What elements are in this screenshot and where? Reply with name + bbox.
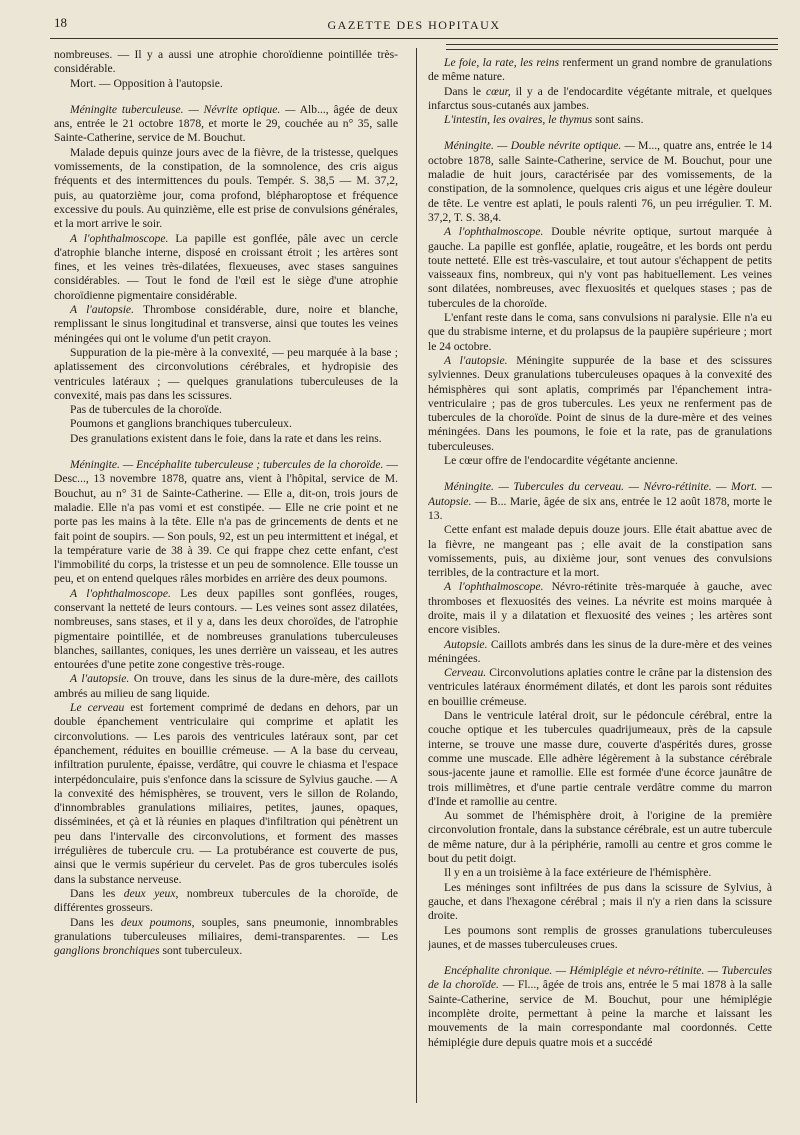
case-header: — Desc..., 13 novembre 1878, quatre ans, vient à l'hôpital, service de M. Bouchut, au n° 31 de Sainte-Catherine. — Elle a, dit-on, trois jours de maladie. Elle n'a pas vomi et est constipée. — Elle ne crie point et ne porte pas les mains à la tête. Elle n'a pas de grincements de dents et ne fait point de soupirs. — Son pouls, 92, est un peu intermittent et inégal, et la température varie de 38 à 39. Ce qui frappe chez cette enfant, c'est l'immobilité du corps, la tristesse et un peu de somnolence. Elle tousse un peu, et on entend quelques râles morbides en arrière des deux poumons. (54, 458, 398, 586)
column-divider (416, 48, 417, 1103)
paragraph (428, 225, 772, 311)
paragraph-text: Double névrite optique, surtout marquée à gauche. La papille est gonflée, aplatie, rougeâtre, et les bords ont perdu toute netteté. Elle est très-vasculaire, et tout autour s'échappent de petits vaisseaux fins, nombreux, qui n'y vont pas habituellement. Les veines sont dilatées, nombreuses, avec flexuosités et quelques stases ; pas de tubercules de la choroïde. (428, 225, 772, 310)
section-label: A l'ophthalmoscope. (70, 586, 171, 600)
paragraph-text: Les deux papilles sont gonflées, rouges, conservant la netteté de leurs contours. — Les veines sont assez dilatées, nombreuses, sans stases, et il y a, dans les deux choroïdes, de l'atrophie pigmentaire pointillée, et de nombreuses granulations tuberculeuses blanches, saillantes, coniques, les unes derrière un vaisseau, et les autres entourées d'une petite zone congestive très-rouge. (54, 586, 398, 672)
paragraph (428, 666, 772, 709)
paragraph-text: Thrombose considérable, dure, noire et blanche, remplissant le sinus longitudinal et transverse, ainsi que toutes les veines méningées qui ont le volume d'un petit crayon. (54, 303, 398, 345)
paragraph-text: renferment un grand nombre de granulations de même nature. (428, 56, 772, 84)
column-header-rule (446, 44, 778, 50)
paragraph: Poumons et ganglions branchiques tuberculeux. (70, 417, 292, 431)
case-title (428, 480, 772, 523)
section-label: ganglions bronchiques (54, 944, 160, 958)
section-label: A l'autopsie. (444, 353, 508, 367)
paragraph-text: est fortement comprimé de dedans en dehors, par un double épanchement ventriculaire qui comprime et aplatit les circonvolutions. — Les parois des ventricules latéraux sont, par cet épanchement, réduites en bouillie crémeuse. — A la base du cerveau, infiltration purulente, épaisse, verdâtre, qui couvre le chiasma et l'espace interpédonculaire, puis s'enfonce dans la scissure de Sylvius gauche. — A la convexité des hémisphères, se trouvent, vers le sillon de Rolando, d'innombrables granulations miliaires, petites, jaunes, opaques, disséminées, et çà et là réunies en plaques d'infiltration qui pénètrent un peu dans l'intervalle des circonvolutions, et forment des masses irrégulières de tubercule cru. — La protubérance est couverte de pus, ainsi que le vermis supérieur du cervelet. Pas de gros tubercules isolés dans la substance nerveuse. (54, 701, 398, 886)
case-title (428, 139, 772, 225)
paragraph-text: Dans les (70, 886, 116, 900)
paragraph: Malade depuis quinze jours avec de la fièvre, de la tristesse, quelques vomissements, de la constipation, de la somnolence, des cris aigus fréquents et des intermittences du pouls. Tempér. S. 38,5 — M. 37,2, puis, au quatorzième jour, coma profond, blépharoptose et fréquence excessive du pouls. Au quinzième, elle est prise de convulsions générales, et la mort arrive le soir. (54, 145, 398, 231)
paragraph: Pas de tubercules de la choroïde. (70, 403, 222, 417)
paragraph: Suppuration de la pie-mère à la convexité, — peu marquée à la base ; aplatissement des circonvolutions cérébrales, et hydropisie des ventricules latéraux ; — quelques granulations tuberculeuses de la convexité, mais pas dans les scissures. (54, 345, 398, 402)
paragraph (54, 232, 398, 303)
paragraph (54, 701, 398, 887)
paragraph: Mort. — Opposition à l'autopsie. (70, 76, 223, 90)
left-column (54, 48, 398, 1108)
case-header: Alb..., âgée de deux ans, entrée le 21 octobre 1878, et morte le 29, couchée au n° 35, salle Sainte-Catherine, service de M. Bouchut. (54, 102, 398, 145)
section-label: Autopsie. (444, 637, 488, 651)
paragraph: Il y en a un troisième à la face extérieure de l'hémisphère. (444, 866, 712, 880)
case-header: — Fl..., âgée de trois ans, entrée le 5 mai 1878 à la salle Sainte-Catherine, service de M. Bouchut, pour une hémiplégie incomplète droite, permettant à peine la marche et laissant les mouvements de la main correspondante mal coordonnés. Cette hémiplégie dure depuis quatre mois et a succédé (428, 978, 772, 1049)
case-title (54, 103, 398, 146)
section-label: Le foie, la rate, les reins (444, 56, 560, 69)
section-label: Cerveau. (444, 666, 487, 680)
paragraph (54, 916, 398, 959)
paragraph (54, 887, 398, 916)
paragraph-text: Dans le (444, 84, 482, 98)
case-title-text: Méningite. — Encéphalite tuberculeuse ; tubercules de la choroïde. (70, 458, 384, 472)
paragraph-text: nombreux tubercules de la choroïde, de différentes grosseurs. (54, 886, 398, 915)
page-number: 18 (54, 15, 67, 30)
paragraph-text: il y a de l'endocardite végétante mitrale, et quelques infarctus sous-cutanés aux jambes. (428, 84, 772, 112)
paragraph (428, 638, 772, 667)
section-label: deux poumons, (120, 915, 195, 929)
case-title-text: Méningite. — Double névrite optique. — (444, 139, 635, 153)
case-title (54, 458, 398, 587)
paragraph (428, 113, 772, 127)
paragraph-text: On trouve, dans les sinus de la dure-mère, des caillots ambrés au milieu de sang liquide. (54, 672, 398, 700)
paragraph: Cette enfant est malade depuis douze jours. Elle était abattue avec de la fièvre, ne mangeant pas ; elle avait de la constipation sans vomissements, puis, au dixième jour, sont venues des convulsions terribles, de la contracture et la mort. (428, 523, 772, 580)
section-label: A l'ophthalmoscope. (444, 580, 544, 594)
paragraph: Dans le ventricule latéral droit, sur le pédoncule cérébral, entre la couche optique et les tubercules quadrijumeaux, près de la capsule interne, se trouve une masse dure, couverte d'aspérités dures, grosse comme une muscade. Elle adhère légèrement à la substance cérébrale sous-jacente jaune et ramollie. Elle est formée d'une écorce jaunâtre de trois millimètres, et d'une partie centrale verdâtre comme du marron d'Inde et ramollie au centre. (428, 709, 772, 808)
section-label: A l'autopsie. (70, 672, 130, 686)
case-title-text: Méningite. — Tubercules du cerveau. — Névro-rétinite. — Mort. — Autopsie. (428, 480, 772, 508)
paragraph-text: Névro-rétinite très-marquée à gauche, avec thromboses et flexuosités des veines. La névrite est moins marquée à droite, mais il y a dilatation et flexuosité des veines ; les artères sont encore visibles. (428, 580, 772, 637)
section-label: A l'ophthalmoscope. (444, 225, 544, 239)
section-label: Le cerveau (70, 701, 125, 715)
paragraph-text: Caillots ambrés dans les sinus de la dure-mère et des veines méningées. (428, 637, 772, 665)
paragraph (428, 354, 772, 454)
paragraph (54, 587, 398, 673)
paragraph: Des granulations existent dans le foie, dans la rate et dans les reins. (70, 431, 382, 445)
right-column (428, 56, 772, 1116)
section-label: cœur, (485, 84, 511, 98)
section-label: A l'autopsie. (70, 303, 134, 317)
paragraph: Au sommet de l'hémisphère droit, à l'origine de la première circonvolution frontale, dans la substance cérébrale, est un autre tubercule de même nature, dur à la périphérie, ramolli au centre et gros comme le bout du petit doigt. (428, 809, 772, 866)
case-title-text: Méningite tuberculeuse. — Névrite optique. — (70, 102, 296, 116)
paragraph (428, 580, 772, 637)
case-title-text: Encéphalite chronique. — Hémiplégie et névro-rétinite. — Tubercules de la choroïde. (428, 964, 772, 992)
paragraph-text: Méningite suppurée de la base et des scissures sylviennes. Deux granulations tuberculeuses opaques à la convexité des hémisphères qui sont aplatis, comprimés par l'épanchement intra-ventriculaire ; pas de gros tubercules. Les yeux ne renferment pas de tubercules de la choroïde. Point de sinus de la dure-mère et des veines méningées. Dans les poumons, le foie et la rate, pas de granulations tuberculeuses. (428, 353, 772, 453)
paragraph-text: souples, sans pneumonie, innombrables granulations tuberculeuses miliaires, demi-transparentes. — Les (54, 915, 398, 943)
section-label: L'intestin, les ovaires, le thymus (444, 113, 593, 127)
journal-title: GAZETTE DES HOPITAUX (327, 18, 501, 32)
page-header (50, 14, 778, 39)
paragraph-text: Dans les (70, 915, 114, 929)
paragraph-text: sont tuberculeux. (162, 944, 243, 958)
paragraph (428, 85, 772, 114)
section-label: deux yeux, (123, 886, 179, 900)
paragraph: L'enfant reste dans le coma, sans convulsions ni paralysie. Elle n'a eu que du strabisme interne, et du prolapsus de la paupière supérieure ; mort le 24 octobre. (428, 311, 772, 353)
case-header: — B... Marie, âgée de six ans, entrée le 12 août 1878, morte le 13. (428, 494, 772, 522)
paragraph-text: sont sains. (595, 113, 644, 127)
section-label: A l'ophthalmoscope. (70, 231, 169, 245)
case-header: M..., quatre ans, entrée le 14 octobre 1878, salle Sainte-Catherine, service de M. Bouchut, pour une maladie de huit jours, caractérisée par des vomissements, de la constipation, de la somnolence, quelques cris aigus et une légère douleur de tête. Le ventre est aplati, le pouls ralenti 76, un peu irrégulier. T. M. 37,2, T. S. 38,4. (428, 139, 772, 224)
case-title (428, 964, 772, 1050)
paragraph: Les méninges sont infiltrées de pus dans la scissure de Sylvius, à gauche, et dans l'hexagone cérébral ; mais il n'y a rien dans la scissure droite. (428, 880, 772, 923)
paragraph: Les poumons sont remplis de grosses granulations tuberculeuses jaunes, et de masses tuberculeuses crues. (428, 923, 772, 951)
paragraph (428, 56, 772, 85)
paragraph-text: Circonvolutions aplaties contre le crâne par la distension des ventricules latéraux énormément dilatés, et dont les parois sont réduites en bouillie crémeuse. (428, 666, 772, 708)
paragraph: nombreuses. — Il y a aussi une atrophie choroïdienne pointillée très-considérable. (54, 48, 398, 76)
paragraph-text: La papille est gonflée, pâle avec un cercle d'atrophie blanche interne, disposé en croissant étroit ; les artères sont fines, et les veines très-dilatées, flexueuses, avec stases sanguines considérables. — Tout le fond de l'œil est le siège d'une atrophie choroïdienne pigmentaire considérable. (54, 231, 398, 302)
paragraph (54, 303, 398, 346)
paragraph: Le cœur offre de l'endocardite végétante ancienne. (444, 454, 678, 468)
paragraph (54, 672, 398, 701)
